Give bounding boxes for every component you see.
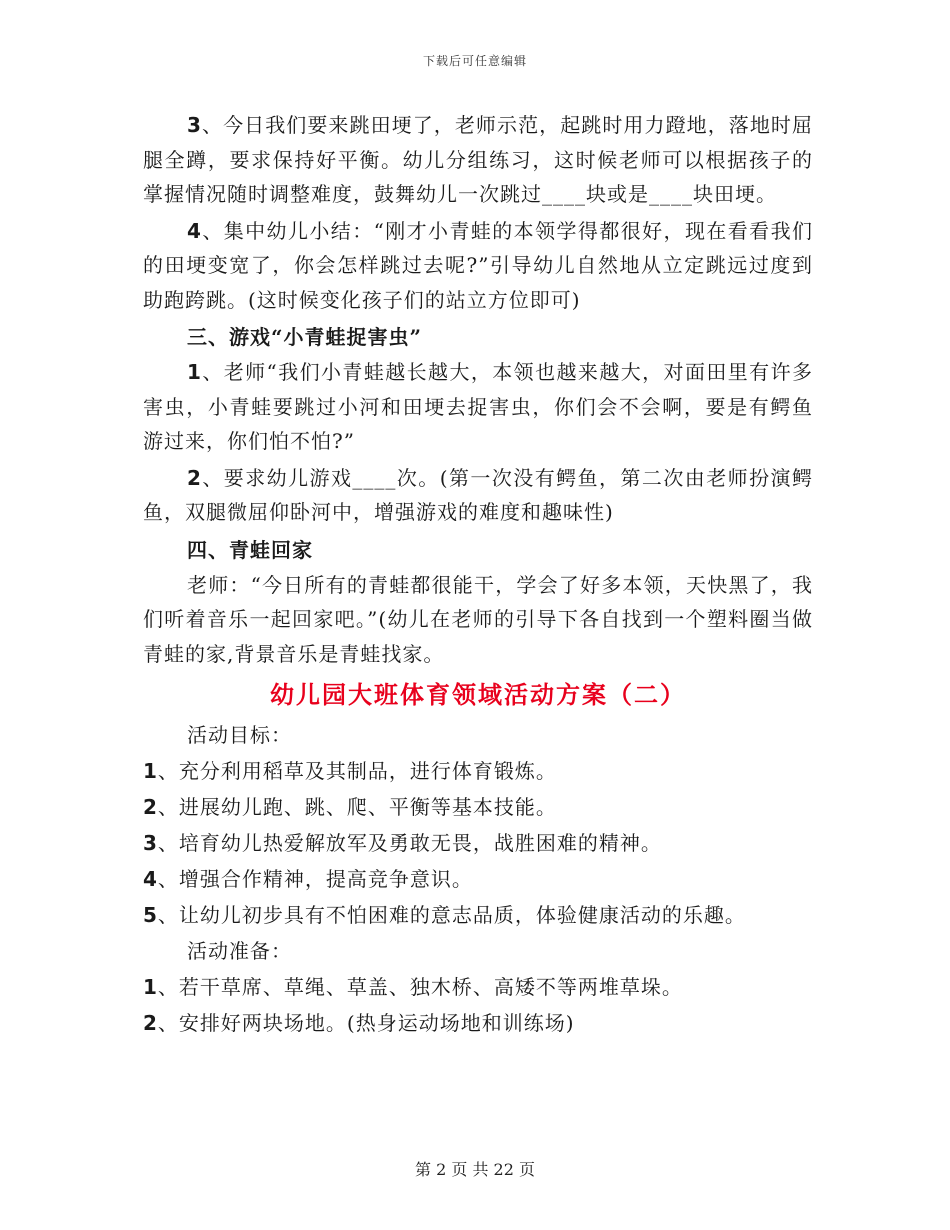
item-number: 5	[143, 903, 158, 927]
section-heading-return: 四、青蛙回家	[187, 537, 313, 562]
item-text: 、充分利用稻草及其制品，进行体育锻炼。	[157, 759, 557, 783]
paragraph-step-3	[143, 108, 813, 212]
goal-item	[143, 825, 813, 861]
item-text: 、进展幼儿跑、跳、爬、平衡等基本技能。	[157, 795, 557, 819]
item-text: 、让幼儿初步具有不怕困难的意志品质，体验健康活动的乐趣。	[157, 903, 746, 927]
page-header: 下载后可任意编辑	[422, 54, 527, 68]
paragraph-text: 、老师“我们小青蛙越长越大，本领也越来越大，对面田里有许多害虫，小青蛙要跳过小河和田埂去捉害虫，你们会不会啊，要是有鳄鱼游过来，你们怕不怕?”	[143, 360, 813, 453]
item-number: 1	[143, 975, 158, 999]
paragraph-text: 、今日我们要来跳田埂了，老师示范，起跳时用力蹬地，落地时屈腿全蹲，要求保持好平衡。幼儿分组练习，这时候老师可以根据孩子的掌握情况随时调整难度，鼓舞幼儿一次跳过____块或是____块田埂。	[143, 113, 813, 206]
item-number: 2	[143, 795, 158, 819]
item-number: 1	[143, 759, 158, 783]
item-text: 、若干草席、草绳、草盖、独木桥、高矮不等两堆草垛。	[157, 975, 683, 999]
prep-label: 活动准备：	[187, 939, 292, 963]
goal-item	[143, 897, 813, 933]
paragraph-return: 老师：“今日所有的青蛙都很能干，学会了好多本领，天快黑了，我们听着音乐一起回家吧。”(幼儿在老师的引导下各自找到一个塑料圈当做青蛙的家,背景音乐是青蛙找家。	[143, 572, 813, 666]
item-number: 3	[143, 831, 158, 855]
paragraph-number: 1	[187, 360, 202, 384]
item-text: 、增强合作精神，提高竞争意识。	[157, 867, 473, 891]
goal-item	[143, 753, 813, 789]
paragraph-text: 、要求幼儿游戏____次。(第一次没有鳄鱼，第二次由老师扮演鳄鱼，双腿微屈仰卧河中，增强游戏的难度和趣味性)	[143, 465, 813, 524]
document-body	[143, 108, 813, 1041]
item-text: 、安排好两块场地。(热身运动场地和训练场)	[157, 1011, 575, 1035]
goals-label: 活动目标：	[187, 723, 292, 747]
item-number: 4	[143, 867, 158, 891]
paragraph-text: 、集中幼儿小结：“刚才小青蛙的本领学得都很好，现在看看我们的田埂变宽了，你会怎样跳过去呢?”引导幼儿自然地从立定跳远过度到助跑跨跳。(这时候变化孩子们的站立方位即可)	[143, 218, 813, 312]
paragraph-number: 4	[187, 218, 202, 243]
item-number: 2	[143, 1011, 158, 1035]
paragraph-game-2	[143, 461, 813, 530]
paragraph-game-1	[143, 355, 813, 459]
prep-item	[143, 1005, 813, 1041]
paragraph-number: 2	[187, 465, 202, 490]
goal-item	[143, 861, 813, 897]
paragraph-number: 3	[187, 113, 202, 137]
item-text: 、培育幼儿热爱解放军及勇敢无畏，战胜困难的精神。	[157, 831, 662, 855]
paragraph-step-4	[143, 214, 813, 318]
section-title: 幼儿园大班体育领域活动方案（二）	[270, 680, 686, 709]
page-footer: 第 2 页 共 22 页	[415, 1160, 535, 1179]
goal-item	[143, 789, 813, 825]
prep-item	[143, 969, 813, 1005]
section-heading-game: 三、游戏“小青蛙捉害虫”	[187, 325, 423, 349]
